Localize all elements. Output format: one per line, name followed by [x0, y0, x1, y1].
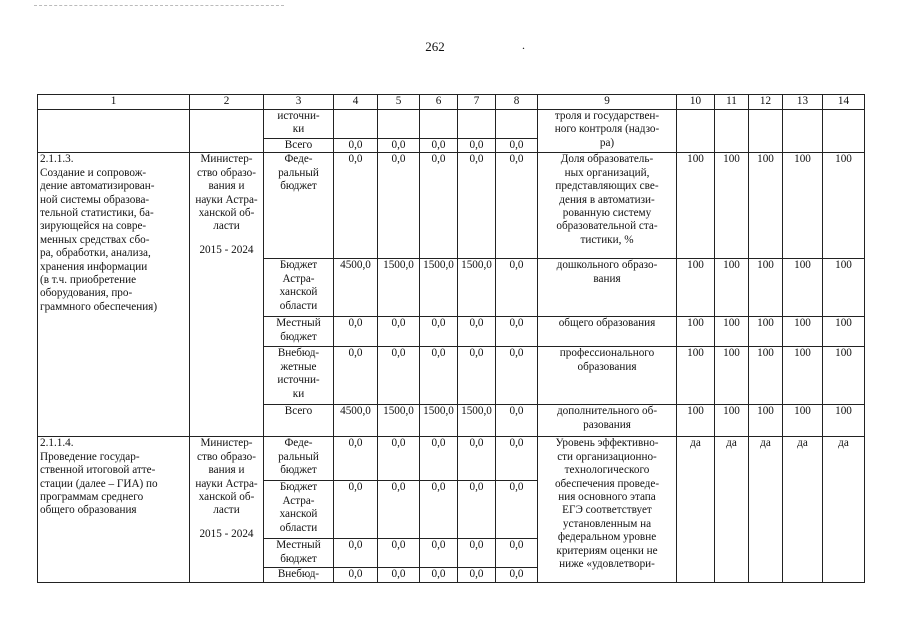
executor-cell [190, 437, 264, 582]
amount-cell: 1500,0 [378, 405, 420, 437]
indicator-text: дошкольного образо- вания [538, 259, 677, 317]
funding-source: Всего [264, 405, 334, 437]
amount-cell: 0,0 [496, 259, 538, 317]
target-cell: 100 [823, 153, 865, 259]
amount-cell: 0,0 [378, 481, 420, 539]
amount-cell: 0,0 [458, 317, 496, 347]
table-row [38, 153, 865, 259]
amount-cell: 0,0 [496, 437, 538, 481]
amount-cell: 0,0 [496, 347, 538, 405]
amount-cell: 0,0 [378, 437, 420, 481]
target-cell: 100 [715, 259, 749, 317]
target-cell: 100 [783, 259, 823, 317]
executor-name: Министер- ство образо- вания и науки Астра- ханской об- ласти [195, 437, 258, 517]
amount-cell: 0,0 [334, 568, 378, 582]
target-cell: 100 [677, 317, 715, 347]
target-cell: 100 [783, 347, 823, 405]
target-cell: 100 [749, 153, 783, 259]
amount-cell: 0,0 [420, 437, 458, 481]
indicator-text: Доля образователь- ных организаций, представляющих све- дения в автоматизи- рованную систему образовательной ста- тистики, % [538, 153, 677, 259]
amount-cell: 0,0 [334, 539, 378, 568]
table-row [38, 437, 865, 481]
target-cell: 100 [715, 153, 749, 259]
amount-cell: 0,0 [496, 481, 538, 539]
activity-cell [38, 153, 190, 437]
target-cell: 100 [677, 259, 715, 317]
column-number: 14 [823, 95, 865, 110]
indicator-text: общего образования [538, 317, 677, 347]
header-row [38, 95, 865, 110]
column-number: 8 [496, 95, 538, 110]
program-table [37, 94, 865, 583]
period: 2015 - 2024 [199, 527, 254, 540]
funding-source: Местный бюджет [264, 539, 334, 568]
amount-cell: 0,0 [334, 317, 378, 347]
target-cell: да [823, 437, 865, 582]
amount-cell: 0,0 [378, 139, 420, 153]
funding-source: Бюджет Астра- ханской области [264, 259, 334, 317]
funding-source: Внебюд- [264, 568, 334, 582]
amount-cell: 1500,0 [378, 259, 420, 317]
amount-cell: 0,0 [458, 153, 496, 259]
target-cell: да [749, 437, 783, 582]
amount-cell: 0,0 [496, 153, 538, 259]
amount-cell [420, 110, 458, 139]
amount-cell: 0,0 [496, 317, 538, 347]
activity-code: 2.1.1.3. [40, 153, 74, 166]
target-cell: 100 [749, 317, 783, 347]
amount-cell: 0,0 [378, 568, 420, 582]
target-cell: 100 [823, 347, 865, 405]
amount-cell: 0,0 [420, 139, 458, 153]
page-mark: . [522, 38, 525, 52]
amount-cell [496, 110, 538, 139]
indicator-text: троля и государствен- ного контроля (надзо- ра) [538, 110, 677, 153]
target-cell: 100 [677, 347, 715, 405]
period: 2015 - 2024 [199, 243, 254, 256]
amount-cell: 0,0 [378, 317, 420, 347]
target-cell: 100 [715, 317, 749, 347]
target-cell: 100 [749, 259, 783, 317]
target-cell: 100 [783, 153, 823, 259]
column-number: 6 [420, 95, 458, 110]
target-cell: 100 [823, 259, 865, 317]
column-number: 4 [334, 95, 378, 110]
funding-source: Внебюд- жетные источни- ки [264, 347, 334, 405]
amount-cell: 0,0 [334, 481, 378, 539]
target-cell: 100 [677, 153, 715, 259]
target-cell: 100 [715, 347, 749, 405]
amount-cell: 0,0 [458, 347, 496, 405]
column-number: 11 [715, 95, 749, 110]
executor-name: Министер- ство образо- вания и науки Астра- ханской об- ласти [195, 153, 258, 233]
activity-name: Проведение государ- ственной итоговой атте- стации (далее – ГИА) по программам среднего общего образования [40, 450, 158, 517]
target-cell: 100 [783, 405, 823, 437]
amount-cell: 0,0 [334, 437, 378, 481]
amount-cell: 1500,0 [458, 259, 496, 317]
target-cell: 100 [823, 317, 865, 347]
funding-source: Феде- ральный бюджет [264, 437, 334, 481]
cont-empty [38, 110, 190, 153]
amount-cell: 0,0 [496, 139, 538, 153]
target-cell [823, 110, 865, 153]
funding-source: Всего [264, 139, 334, 153]
funding-source: Феде- ральный бюджет [264, 153, 334, 259]
target-cell: да [715, 437, 749, 582]
amount-cell: 4500,0 [334, 405, 378, 437]
indicator-text: Уровень эффективно- сти организационно- технологического обеспечения проведе- ния основного этапа ЕГЭ соответствует установленным на федеральном уровне критериям оценки не ниже «удовлетвори- [538, 437, 677, 582]
amount-cell: 0,0 [378, 539, 420, 568]
amount-cell: 0,0 [496, 539, 538, 568]
amount-cell: 0,0 [420, 317, 458, 347]
table-row [38, 110, 865, 139]
top-rule [34, 5, 284, 6]
amount-cell [334, 110, 378, 139]
amount-cell [458, 110, 496, 139]
target-cell [715, 110, 749, 153]
column-number: 5 [378, 95, 420, 110]
amount-cell: 0,0 [458, 437, 496, 481]
amount-cell: 0,0 [420, 153, 458, 259]
target-cell: 100 [783, 317, 823, 347]
column-number: 10 [677, 95, 715, 110]
target-cell: 100 [677, 405, 715, 437]
amount-cell: 0,0 [420, 347, 458, 405]
column-number: 2 [190, 95, 264, 110]
indicator-text: дополнительного об- разования [538, 405, 677, 437]
amount-cell: 1500,0 [420, 259, 458, 317]
target-cell [749, 110, 783, 153]
column-number: 1 [38, 95, 190, 110]
amount-cell: 0,0 [378, 153, 420, 259]
funding-source: Местный бюджет [264, 317, 334, 347]
activity-code: 2.1.1.4. [40, 437, 74, 450]
column-number: 9 [538, 95, 677, 110]
column-number: 3 [264, 95, 334, 110]
indicator-text: профессионального образования [538, 347, 677, 405]
amount-cell: 0,0 [458, 539, 496, 568]
amount-cell: 0,0 [420, 568, 458, 582]
funding-source: источни- ки [264, 110, 334, 139]
target-cell: 100 [823, 405, 865, 437]
amount-cell: 0,0 [334, 347, 378, 405]
target-cell [783, 110, 823, 153]
page-number: 262 [425, 39, 445, 54]
target-cell [677, 110, 715, 153]
cont-empty [190, 110, 264, 153]
activity-cell [38, 437, 190, 582]
amount-cell: 1500,0 [420, 405, 458, 437]
column-number: 13 [783, 95, 823, 110]
amount-cell: 0,0 [458, 139, 496, 153]
target-cell: да [677, 437, 715, 582]
amount-cell: 0,0 [334, 153, 378, 259]
amount-cell [378, 110, 420, 139]
amount-cell: 0,0 [334, 139, 378, 153]
target-cell: 100 [749, 347, 783, 405]
amount-cell: 1500,0 [458, 405, 496, 437]
column-number: 7 [458, 95, 496, 110]
target-cell: 100 [715, 405, 749, 437]
amount-cell: 4500,0 [334, 259, 378, 317]
executor-cell [190, 153, 264, 437]
target-cell: да [783, 437, 823, 582]
amount-cell: 0,0 [458, 481, 496, 539]
column-number: 12 [749, 95, 783, 110]
amount-cell: 0,0 [420, 481, 458, 539]
amount-cell: 0,0 [420, 539, 458, 568]
amount-cell: 0,0 [458, 568, 496, 582]
target-cell: 100 [749, 405, 783, 437]
amount-cell: 0,0 [496, 405, 538, 437]
amount-cell: 0,0 [496, 568, 538, 582]
activity-name: Создание и сопровож- дение автоматизирован- ной системы образова- тельной статистики, ба- зирующейся на совре- менных средствах сбо- ра, обработки, анализа, хранения информации (в т.ч. приобретение оборудования, про- граммного обеспечения) [40, 166, 158, 313]
funding-source: Бюджет Астра- ханской области [264, 481, 334, 539]
amount-cell: 0,0 [378, 347, 420, 405]
